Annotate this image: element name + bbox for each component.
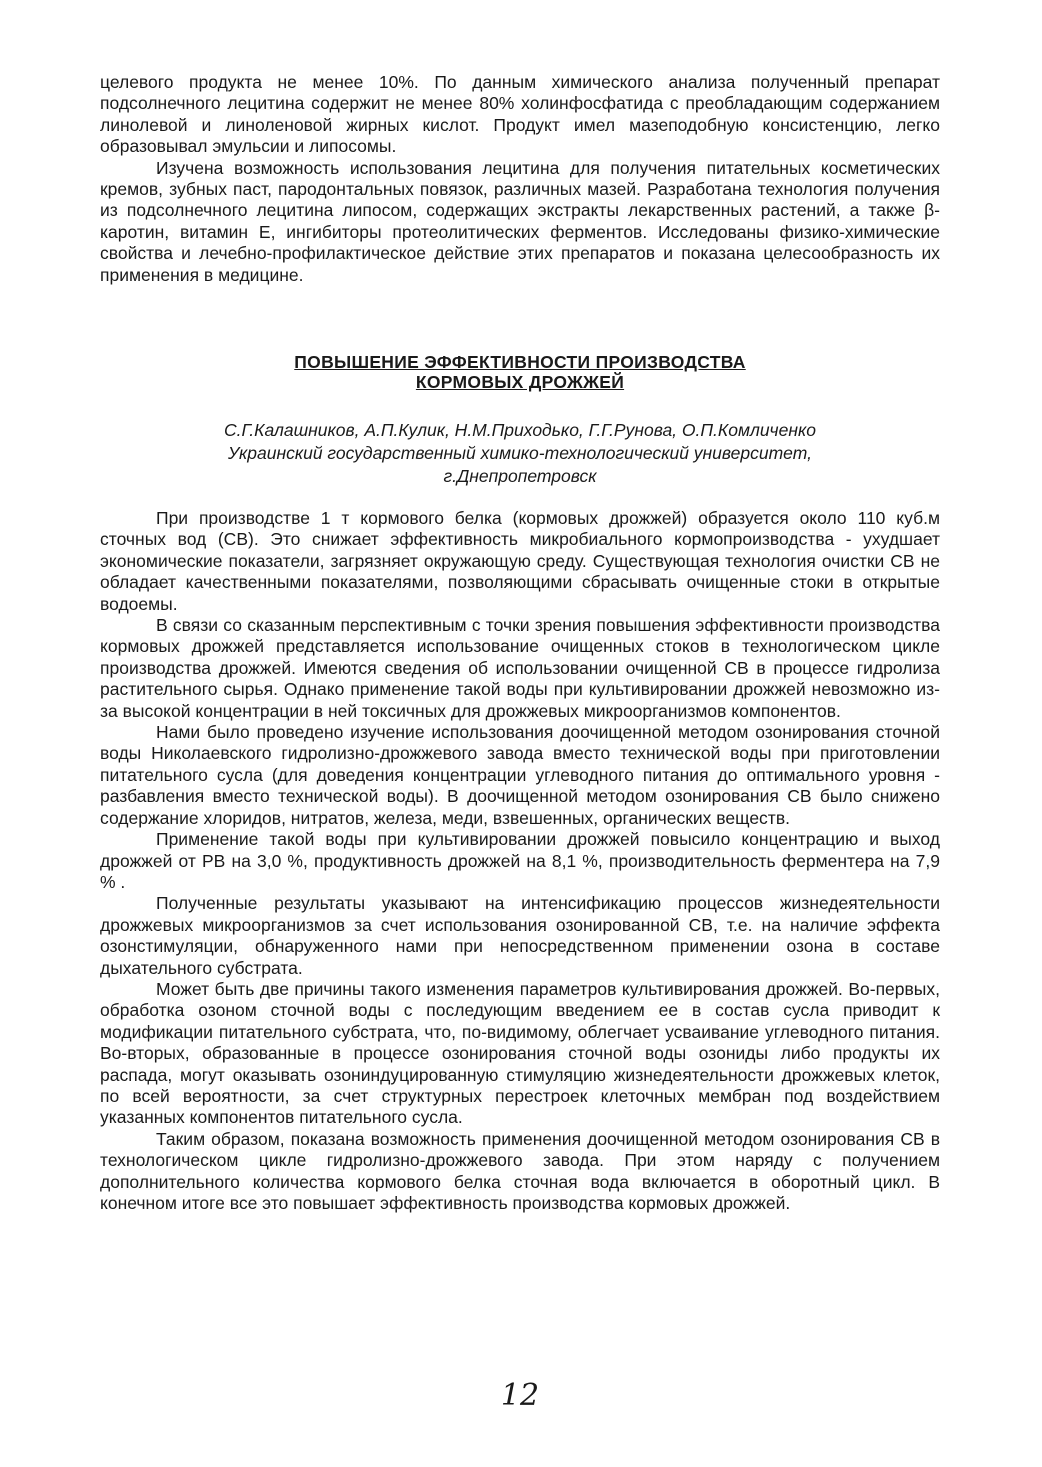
- intro-section: [100, 72, 940, 286]
- body-paragraph: Таким образом, показана возможность применения доочищенной методом озонирования СВ в технологическом цикле гидролизно-дрожжевого завода. При этом наряду с получением дополнительного количества кормового белка сточная вода включается в оборотный цикл. В конечном итоге все это повышает эффективность производства кормовых дрожжей.: [100, 1128, 940, 1213]
- affiliation: Украинский государственный химико-технологический университет,: [228, 443, 812, 463]
- article-body: [100, 508, 940, 1214]
- article-title-line-1: ПОВЫШЕНИЕ ЭФФЕКТИВНОСТИ ПРОИЗВОДСТВА: [294, 352, 746, 372]
- body-paragraph: При производстве 1 т кормового белка (кормовых дрожжей) образуется около 110 куб.м сточных вод (СВ). Это снижает эффективность микробиального кормопроизводства - ухудшает экономические показатели, загрязняет окружающую среду. Существующая технология очистки СВ не обладает качественными показателями, позволяющими сбрасывать очищенные стоки в открытые водоемы.: [100, 508, 940, 614]
- article-title-line-2: КОРМОВЫХ ДРОЖЖЕЙ: [415, 372, 625, 392]
- author-list: С.Г.Калашников, А.П.Кулик, Н.М.Приходько, Г.Г.Рунова, О.П.Комличенко: [224, 420, 816, 440]
- body-paragraph: Полученные результаты указывают на интенсификацию процессов жизнедеятельности дрожжевых микроорганизмов за счет использования озонированной СВ, т.е. на наличие эффекта озонстимуляции, обнаруженного нами при непосредственном применении озона в составе дыхательного субстрата.: [100, 893, 940, 978]
- intro-paragraph-2: Изучена возможность использования лецитина для получения питательных косметических кремов, зубных паст, пародонтальных повязок, различных мазей. Разработана технология получения из подсолнечного лецитина липосом, содержащих экстракты лекарственных растений, а также β-каротин, витамин Е, ингибиторы протеолитических ферментов. Исследованы физико-химические свойства и лечебно-профилактическое действие этих препаратов и показана целесообразность их применения в медицине.: [100, 157, 940, 285]
- body-paragraph: Может быть две причины такого изменения параметров культивирования дрожжей. Во-первых, обработка озоном сточной воды с последующим введением ее в состав сусла приводит к модификации питательного субстрата, что, по-видимому, облегчает усваивание углеводного питания. Во-вторых, образованные в процессе озонирования сточной воды озониды либо продукты их распада, могут оказывать озониндуцированную стимуляцию жизнедеятельности дрожжевых клеток, по всей вероятности, за счет структурных перестроек клеточных мембран под воздействием указанных компонентов питательного сусла.: [100, 978, 940, 1128]
- page-number: 12: [500, 1378, 540, 1413]
- city: г.Днепропетровск: [443, 466, 597, 486]
- article-title: [100, 352, 940, 392]
- body-paragraph: Нами было проведено изучение использования доочищенной методом озонирования сточной воды Николаевского гидролизно-дрожжевого завода вместо технической воды при приготовлении питательного сусла (для доведения концентрации углеводного питания до оптимального уровня - разбавления вместо технической воды). В доочищенной методом озонирования СВ было снижено содержание хлоридов, нитратов, железа, меди, взвешенных, органических веществ.: [100, 722, 940, 828]
- body-paragraph: В связи со сказанным перспективным с точки зрения повышения эффективности производства кормовых дрожжей представляется использование очищенных стоков в технологическом цикле производства дрожжей. Имеются сведения об использовании очищенной СВ в процессе гидролиза растительного сырья. Однако применение такой воды при культивировании дрожжей невозможно из-за высокой концентрации в ней токсичных для дрожжевых микроорганизмов компонентов.: [100, 615, 940, 721]
- intro-paragraph-1: целевого продукта не менее 10%. По данным химического анализа полученный препарат подсолнечного лецитина содержит не менее 80% холинфосфатида с преобладающим содержанием линолевой и линоленовой жирных кислот. Продукт имел мазеподобную консистенцию, легко образовывал эмульсии и липосомы.: [100, 72, 940, 157]
- body-paragraph: Применение такой воды при культивировании дрожжей повысило концентрацию и выход дрожжей от РВ на 3,0 %, продуктивность дрожжей на 8,1 %, производительность ферментера на 7,9 % .: [100, 829, 940, 892]
- author-block: [100, 419, 940, 488]
